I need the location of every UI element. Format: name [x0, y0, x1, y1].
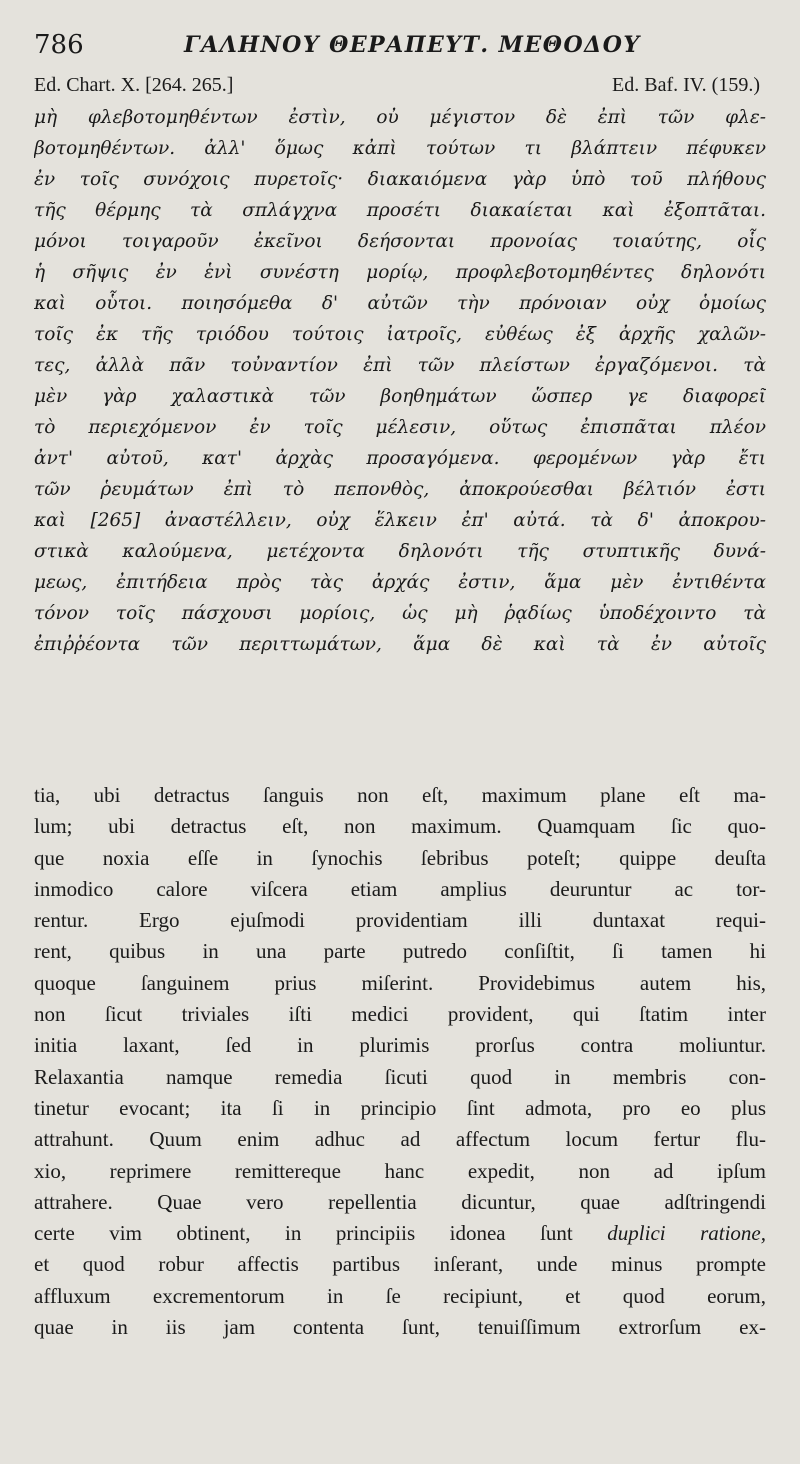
- greek-line: ἀντ' αὐτοῦ, κατ' ἀρχὰς προσαγόμενα. φερομένων γὰρ ἔτι: [34, 448, 766, 469]
- latin-line: initia laxant, ſed in plurimis prorſus contra moliuntur.: [34, 1033, 766, 1058]
- latin-line: quae in iis jam contenta ſunt, tenuiſſimum extrorſum ex-: [34, 1315, 766, 1340]
- latin-text-block: [34, 780, 766, 1343]
- latin-line: quoque ſanguinem prius miſerint. Providebimus autem his,: [34, 970, 766, 995]
- greek-line: μεως, ἐπιτήδεια πρὸς τὰς ἀρχάς ἐστιν, ἅμα μὲν ἐντιθέντα: [34, 572, 766, 593]
- greek-line: μὴ φλεβοτομηθέντων ἐστὶν, οὐ μέγιστον δὲ ἐπὶ τῶν φλε-: [34, 107, 766, 128]
- greek-line: ἐπιῤῥέοντα τῶν περιττωμάτων, ἅμα δὲ καὶ τὰ ἐν αὐτοῖς: [34, 634, 766, 655]
- latin-line: inmodico calore viſcera etiam amplius deuruntur ac tor-: [34, 876, 766, 901]
- greek-line: ἐν τοῖς συνόχοις πυρετοῖς· διακαιόμενα γὰρ ὑπὸ τοῦ πλήθους: [34, 169, 766, 190]
- latin-line: rentur. Ergo ejuſmodi providentiam illi duntaxat requi-: [34, 908, 766, 933]
- greek-line: καὶ οὗτοι. ποιησόμεθα δ' αὐτῶν τὴν πρόνοιαν οὐχ ὁμοίως: [34, 293, 766, 314]
- greek-line: βοτομηθέντων. ἀλλ' ὅμως κἀπὶ τούτων τι βλάπτειν πέφυκεν: [34, 138, 766, 159]
- greek-line: μὲν γὰρ χαλαστικὰ τῶν βοηθημάτων ὥσπερ γε διαφορεῖ: [34, 386, 766, 407]
- latin-line: et quod robur affectis partibus inſerant, unde minus prompte: [34, 1252, 766, 1277]
- greek-text-block: [34, 102, 766, 660]
- latin-line: rent, quibus in una parte putredo conſiſtit, ſi tamen hi: [34, 939, 766, 964]
- latin-line-with-italic: [34, 1218, 766, 1249]
- latin-line: non ſicut triviales iſti medici provident, qui ſtatim inter: [34, 1002, 766, 1027]
- greek-line: τὸ περιεχόμενον ἐν τοῖς μέλεσιν, οὕτως ἐπισπᾶται πλέον: [34, 417, 766, 438]
- latin-line: attrahere. Quae vero repellentia dicuntur, quae adſtringendi: [34, 1189, 766, 1214]
- latin-line: tia, ubi detractus ſanguis non eſt, maximum plane eſt ma-: [34, 783, 766, 807]
- latin-line: tinetur evocant; ita ſi in principio ſint admota, pro eo plus: [34, 1095, 766, 1120]
- latin-line: attrahunt. Quum enim adhuc ad affectum locum fertur flu-: [34, 1127, 766, 1152]
- greek-line: τες, ἀλλὰ πᾶν τοὐναντίον ἐπὶ τῶν πλείστων ἐργαζόμενοι. τὰ: [34, 355, 766, 376]
- greek-line: καὶ [265] ἀναστέλλειν, οὐχ ἕλκειν ἐπ' αὐτά. τὰ δ' ἀποκρου-: [34, 510, 766, 531]
- latin-line: xio, reprimere remittereque hanc expedit, non ad ipſum: [34, 1158, 766, 1183]
- latin-line: lum; ubi detractus eſt, non maximum. Quamquam ſic quo-: [34, 814, 766, 839]
- greek-line: τῆς θέρμης τὰ σπλάγχνα προσέτι διακαίεται καὶ ἐξοπτᾶται.: [34, 200, 766, 221]
- greek-line: τοῖς ἐκ τῆς τριόδου τούτοις ἰατροῖς, εὐθέως ἐξ ἀρχῆς χαλῶν-: [34, 324, 766, 345]
- edition-references: [34, 74, 760, 100]
- edition-reference-chartier: Ed. Chart. X. [264. 265.]: [34, 74, 234, 96]
- page-header: [34, 28, 766, 62]
- latin-line: Relaxantia namque remedia ſicuti quod in membris con-: [34, 1064, 766, 1089]
- latin-line: affluxum excrementorum in ſe recipiunt, et quod eorum,: [34, 1283, 766, 1308]
- greek-line: ἡ σῆψις ἐν ἑνὶ συνέστη μορίῳ, προφλεβοτομηθέντες δηλονότι: [34, 262, 766, 283]
- greek-line: μόνοι τοιγαροῦν ἐκεῖνοι δεήσονται προνοίας τοιαύτης, οἷς: [34, 231, 766, 252]
- greek-line: τῶν ῥευμάτων ἐπὶ τὸ πεπονθὸς, ἀποκρούεσθαι βέλτιόν ἐστι: [34, 479, 766, 500]
- latin-italic-phrase: duplici ratione,: [607, 1221, 766, 1246]
- page-number: 786: [34, 30, 84, 60]
- running-title: ΓΑΛΗΝΟΥ ΘΕΡΑΠΕΥΤ. ΜΕΘΟΔΟΥ: [184, 32, 641, 58]
- greek-line: τόνον τοῖς πάσχουσι μορίοις, ὡς μὴ ῥᾳδίως ὑποδέχοιντο τὰ: [34, 603, 766, 624]
- greek-line: στικὰ καλούμενα, μετέχοντα δηλονότι τῆς στυπτικῆς δυνά-: [34, 541, 766, 562]
- latin-line-text: certe vim obtinent, in principiis idonea ſunt: [34, 1221, 573, 1246]
- edition-reference-basel: Ed. Baf. IV. (159.): [612, 74, 760, 96]
- latin-line: que noxia eſſe in ſynochis ſebribus poteſt; quippe deuſta: [34, 845, 766, 870]
